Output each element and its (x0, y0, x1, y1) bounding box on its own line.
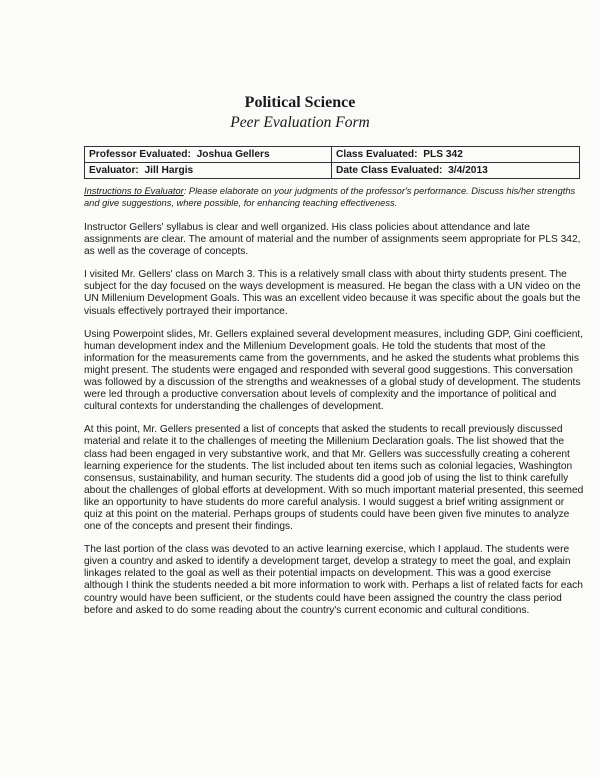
class-label: Class Evaluated: (336, 149, 418, 160)
info-row-professor (85, 147, 580, 163)
paragraph-visit: I visited Mr. Gellers' class on March 3. This is a relatively small class with about thirty students present. The subject for the day focused on the ways development is measured. He began the class with a UN video on the UN Millenium Development Goals. This was an excellent video because it was specific about the goals but the visuals effectively portrayed their importance. (84, 269, 581, 317)
form-subtitle: Peer Evaluation Form (230, 114, 370, 131)
instructions-label: Instructions to Evaluator (84, 186, 184, 196)
class-cell (332, 147, 580, 163)
date-label: Date Class Evaluated: (336, 165, 443, 176)
evaluation-body (84, 222, 584, 628)
instructions (84, 185, 584, 209)
professor-cell (85, 147, 332, 163)
evaluator-label: Evaluator: (89, 165, 139, 176)
paragraph-concepts: At this point, Mr. Gellers presented a list of concepts that asked the students to recall previously discussed material and relate it to the challenges of meeting the Millenium Declaration goals. The list showed that the class had been engaged in very substantive work, and that Mr. Gellers was successfully creating a coherent learning experience for the students. The list included about ten items such as colonial legacies, Washington consensus, sustainability, and human security. The students did a good job of using the list to think carefully about the challenges of global efforts at development. With so much important material presented, this seemed like an opportunity to have students do more careful analysis. I would suggest a brief writing assignment or quiz at this point on the material. Perhaps groups of students could have been given five minutes to analyze one of the concepts and present their findings. (84, 424, 584, 533)
instructions-text: : Please elaborate on your judgments of the professor's performance. Discuss his/her strengths and give suggestions, where possible, for enhancing teaching effectiveness. (84, 186, 576, 208)
paragraph-powerpoint: Using Powerpoint slides, Mr. Gellers explained several development measures, including GDP, Gini coefficient, human development index and the Millenium Development goals. He told the students that most of the information for the measurements came from the governments, and he asked the students what problems this might present. The students were engaged and responded with several good suggestions. This conversation was followed by a discussion of the strengths and weaknesses of a global study of development. The students were led through a productive conversation about levels of complexity and the importance of political and cultural contexts for understanding the challenges of development. (84, 328, 584, 413)
evaluator-cell (85, 163, 332, 179)
info-row-evaluator (85, 163, 580, 179)
paragraph-active-learning: The last portion of the class was devoted to an active learning exercise, which I applaud. The students were given a country and asked to identify a development target, develop a strategy to meet the goal, and explain linkages related to the goal as well as their potential impacts on development. This was a good exercise although I think the students needed a bit more information to work with. Perhaps a list of related facts for each country would have been sufficient, or the students could have been assigned the country the class period before and asked to do some reading about the country's current economic and cultural conditions. (84, 544, 583, 616)
professor-value: Joshua Gellers (196, 149, 270, 160)
paragraph-syllabus: Instructor Gellers' syllabus is clear and well organized. His class policies about attendance and late assignments are clear. The amount of material and the number of assignments seem appropriate for PLS 342, as well as the coverage of concepts. (84, 222, 581, 258)
evaluator-value: Jill Hargis (144, 165, 194, 176)
professor-label: Professor Evaluated: (89, 149, 191, 160)
date-cell (332, 163, 580, 179)
evaluation-info-table (84, 146, 580, 179)
date-value: 3/4/2013 (448, 165, 488, 176)
class-value: PLS 342 (423, 149, 463, 160)
page-title: Political Science (244, 94, 356, 111)
